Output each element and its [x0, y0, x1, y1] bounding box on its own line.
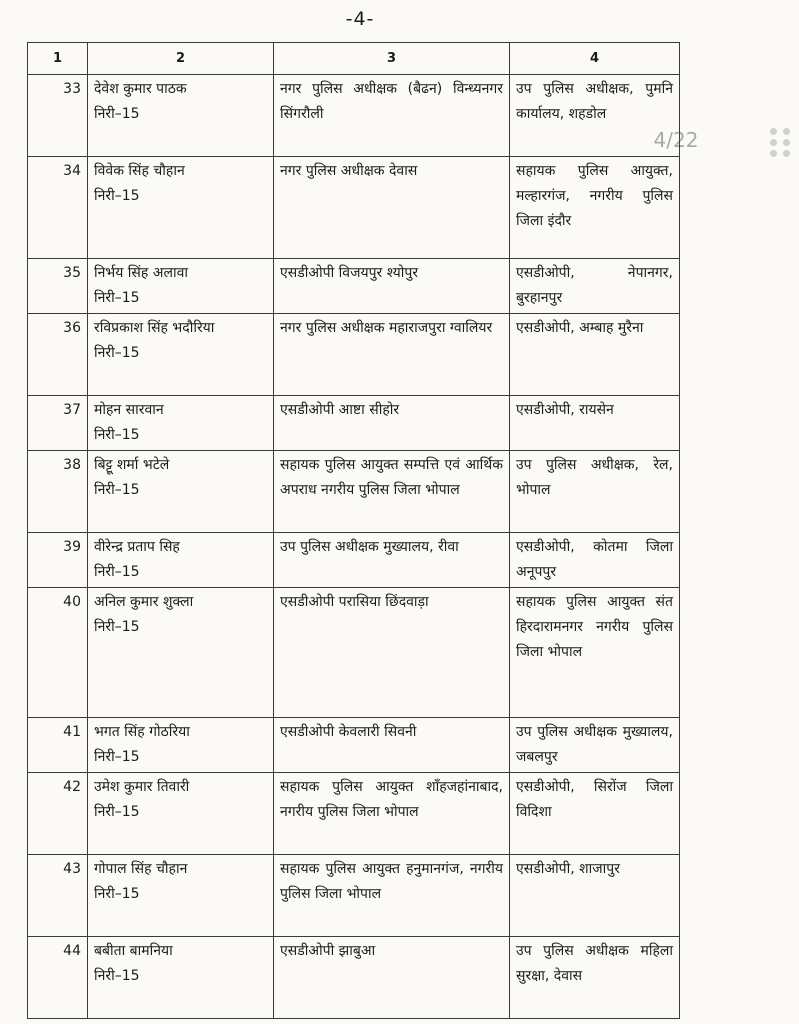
new-posting: एसडीओपी, रायसेन	[510, 396, 680, 451]
current-posting: एसडीओपी केवलारी सिवनी	[274, 718, 510, 773]
officer-rank: निरी–15	[94, 564, 140, 580]
officer-name: भगत सिंह गोठरिया	[94, 724, 190, 740]
current-posting: सहायक पुलिस आयुक्त शाँहजहांनाबाद, नगरीय पुलिस जिला भोपाल	[274, 773, 510, 855]
current-posting: एसडीओपी आष्टा सीहोर	[274, 396, 510, 451]
officer-rank: निरी–15	[94, 886, 140, 902]
officer-name: विवेक सिंह चौहान	[94, 163, 185, 179]
table-row	[28, 75, 680, 157]
table-row	[28, 773, 680, 855]
officer-name: बिट्टू शर्मा भटेले	[94, 457, 170, 473]
officer-name: रविप्रकाश सिंह भदौरिया	[94, 320, 215, 336]
new-posting: उप पुलिस अधीक्षक, रेल, भोपाल	[510, 451, 680, 533]
officer-cell	[88, 75, 274, 157]
table-row	[28, 718, 680, 773]
table-row	[28, 451, 680, 533]
current-posting: उप पुलिस अधीक्षक मुख्यालय, रीवा	[274, 533, 510, 588]
officer-rank: निरी–15	[94, 482, 140, 498]
table-row	[28, 259, 680, 314]
officer-cell	[88, 533, 274, 588]
officer-cell	[88, 855, 274, 937]
new-posting: एसडीओपी, अम्बाह मुरैना	[510, 314, 680, 396]
header-current-post: 3	[274, 43, 510, 75]
table-row	[28, 937, 680, 1019]
officer-cell	[88, 773, 274, 855]
officer-cell	[88, 314, 274, 396]
serial-number: 43	[28, 855, 88, 937]
new-posting: सहायक पुलिस आयुक्त संत हिरदारामनगर नगरीय पुलिस जिला भोपाल	[510, 588, 680, 718]
current-posting: नगर पुलिस अधीक्षक महाराजपुरा ग्वालियर	[274, 314, 510, 396]
officer-cell	[88, 157, 274, 259]
officer-name: देवेश कुमार पाठक	[94, 81, 187, 97]
new-posting: सहायक पुलिस आयुक्त, मल्हारगंज, नगरीय पुलिस जिला इंदौर	[510, 157, 680, 259]
serial-number: 33	[28, 75, 88, 157]
current-posting: नगर पुलिस अधीक्षक (बैढन) विन्ध्यनगर सिंगरौली	[274, 75, 510, 157]
officer-cell	[88, 718, 274, 773]
officer-rank: निरी–15	[94, 619, 140, 635]
officer-name: मोहन सारवान	[94, 402, 164, 418]
new-posting: एसडीओपी, नेपानगर, बुरहानपुर	[510, 259, 680, 314]
officer-cell	[88, 259, 274, 314]
page-indicator: 4/22	[653, 128, 699, 152]
officer-rank: निरी–15	[94, 106, 140, 122]
serial-number: 42	[28, 773, 88, 855]
officer-name: गोपाल सिंह चौहान	[94, 861, 188, 877]
page-number: -4-	[345, 8, 375, 30]
dots-menu-icon[interactable]	[770, 128, 792, 157]
table-header-row	[28, 43, 680, 75]
new-posting: एसडीओपी, सिरोंज जिला विदिशा	[510, 773, 680, 855]
officer-name: अनिल कुमार शुक्ला	[94, 594, 194, 610]
current-posting: एसडीओपी विजयपुर श्योपुर	[274, 259, 510, 314]
officer-rank: निरी–15	[94, 290, 140, 306]
officer-rank: निरी–15	[94, 188, 140, 204]
officer-name: बबीता बामनिया	[94, 943, 173, 959]
table-row	[28, 396, 680, 451]
table-row	[28, 588, 680, 718]
serial-number: 44	[28, 937, 88, 1019]
current-posting: नगर पुलिस अधीक्षक देवास	[274, 157, 510, 259]
transfer-table	[27, 42, 680, 1019]
officer-name: निर्भय सिंह अलावा	[94, 265, 189, 281]
table-row	[28, 855, 680, 937]
officer-cell	[88, 588, 274, 718]
table-row	[28, 314, 680, 396]
header-name: 2	[88, 43, 274, 75]
table-row	[28, 157, 680, 259]
officer-name: उमेश कुमार तिवारी	[94, 779, 190, 795]
officer-rank: निरी–15	[94, 968, 140, 984]
new-posting: एसडीओपी, कोतमा जिला अनूपपुर	[510, 533, 680, 588]
serial-number: 38	[28, 451, 88, 533]
officer-cell	[88, 451, 274, 533]
serial-number: 35	[28, 259, 88, 314]
officer-rank: निरी–15	[94, 427, 140, 443]
officer-name: वीरेन्द्र प्रताप सिह	[94, 539, 180, 555]
serial-number: 34	[28, 157, 88, 259]
new-posting: उप पुलिस अधीक्षक मुख्यालय, जबलपुर	[510, 718, 680, 773]
current-posting: एसडीओपी परासिया छिंदवाड़ा	[274, 588, 510, 718]
header-serial: 1	[28, 43, 88, 75]
current-posting: एसडीओपी झाबुआ	[274, 937, 510, 1019]
serial-number: 37	[28, 396, 88, 451]
officer-rank: निरी–15	[94, 749, 140, 765]
serial-number: 40	[28, 588, 88, 718]
officer-cell	[88, 937, 274, 1019]
officer-rank: निरी–15	[94, 804, 140, 820]
header-new-post: 4	[510, 43, 680, 75]
new-posting: उप पुलिस अधीक्षक, पुमनि कार्यालय, शहडोल	[510, 75, 680, 157]
table-row	[28, 533, 680, 588]
current-posting: सहायक पुलिस आयुक्त सम्पत्ति एवं आर्थिक अपराध नगरीय पुलिस जिला भोपाल	[274, 451, 510, 533]
current-posting: सहायक पुलिस आयुक्त हनुमानगंज, नगरीय पुलिस जिला भोपाल	[274, 855, 510, 937]
officer-rank: निरी–15	[94, 345, 140, 361]
serial-number: 36	[28, 314, 88, 396]
serial-number: 41	[28, 718, 88, 773]
serial-number: 39	[28, 533, 88, 588]
new-posting: एसडीओपी, शाजापुर	[510, 855, 680, 937]
officer-cell	[88, 396, 274, 451]
new-posting: उप पुलिस अधीक्षक महिला सुरक्षा, देवास	[510, 937, 680, 1019]
